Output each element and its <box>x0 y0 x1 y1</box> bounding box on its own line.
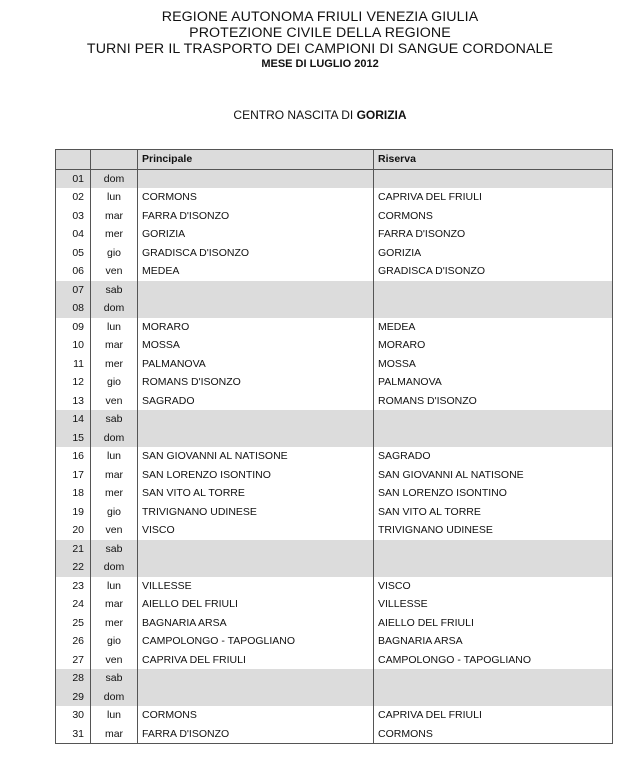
weekday-cell: lun <box>91 188 138 207</box>
principale-cell <box>138 281 374 300</box>
day-number-cell: 31 <box>56 725 91 744</box>
weekday-cell: dom <box>91 558 138 577</box>
principale-cell <box>138 558 374 577</box>
riserva-cell <box>374 169 613 188</box>
principale-cell: FARRA D'ISONZO <box>138 725 374 744</box>
weekday-cell: sab <box>91 281 138 300</box>
riserva-cell: SAN VITO AL TORRE <box>374 503 613 522</box>
principale-cell: CAPRIVA DEL FRIULI <box>138 651 374 670</box>
riserva-cell: ROMANS D'ISONZO <box>374 392 613 411</box>
principale-cell: MORARO <box>138 318 374 337</box>
day-number-cell: 18 <box>56 484 91 503</box>
weekday-cell: dom <box>91 299 138 318</box>
schedule-title: TURNI PER IL TRASPORTO DEI CAMPIONI DI SANGUE CORDONALE <box>86 41 554 57</box>
principale-cell: PALMANOVA <box>138 355 374 374</box>
weekday-cell: sab <box>91 540 138 559</box>
table-row <box>56 651 613 670</box>
table-row <box>56 484 613 503</box>
weekday-cell: lun <box>91 318 138 337</box>
month-value: LUGLIO 2012 <box>309 58 379 70</box>
principale-cell: CORMONS <box>138 188 374 207</box>
shift-table <box>55 149 613 744</box>
day-number-cell: 08 <box>56 299 91 318</box>
birth-center-name: GORIZIA <box>356 108 407 122</box>
principale-cell: VILLESSE <box>138 577 374 596</box>
table-row <box>56 225 613 244</box>
riserva-cell <box>374 558 613 577</box>
principale-cell <box>138 410 374 429</box>
day-number-cell: 09 <box>56 318 91 337</box>
weekday-cell: gio <box>91 244 138 263</box>
day-number-cell: 13 <box>56 392 91 411</box>
weekday-cell: mar <box>91 207 138 226</box>
principale-cell: VISCO <box>138 521 374 540</box>
day-number-cell: 03 <box>56 207 91 226</box>
table-row <box>56 466 613 485</box>
riserva-cell: MOSSA <box>374 355 613 374</box>
day-number-cell: 10 <box>56 336 91 355</box>
table-row <box>56 207 613 226</box>
day-number-cell: 29 <box>56 688 91 707</box>
table-body <box>56 169 613 744</box>
principale-cell <box>138 540 374 559</box>
riserva-cell: FARRA D'ISONZO <box>374 225 613 244</box>
riserva-cell <box>374 688 613 707</box>
month-prefix: MESE DI <box>261 58 307 70</box>
weekday-cell: lun <box>91 577 138 596</box>
weekday-cell: gio <box>91 373 138 392</box>
principale-cell: GRADISCA D'ISONZO <box>138 244 374 263</box>
table-row <box>56 503 613 522</box>
table-row <box>56 188 613 207</box>
day-number-cell: 21 <box>56 540 91 559</box>
weekday-cell: mer <box>91 355 138 374</box>
month-line <box>0 57 640 71</box>
riserva-cell: BAGNARIA ARSA <box>374 632 613 651</box>
principale-cell: FARRA D'ISONZO <box>138 207 374 226</box>
birth-center-label: CENTRO NASCITA DI <box>233 108 354 122</box>
table-row <box>56 521 613 540</box>
weekday-cell: ven <box>91 262 138 281</box>
table-row <box>56 392 613 411</box>
table-row <box>56 577 613 596</box>
day-number-cell: 30 <box>56 706 91 725</box>
weekday-cell: dom <box>91 688 138 707</box>
weekday-cell: mer <box>91 484 138 503</box>
table-row <box>56 318 613 337</box>
weekday-cell: dom <box>91 429 138 448</box>
table-header-row <box>56 150 613 170</box>
principale-cell: CAMPOLONGO - TAPOGLIANO <box>138 632 374 651</box>
principale-cell: GORIZIA <box>138 225 374 244</box>
riserva-cell: SAGRADO <box>374 447 613 466</box>
day-number-cell: 26 <box>56 632 91 651</box>
principale-cell: BAGNARIA ARSA <box>138 614 374 633</box>
table-row <box>56 447 613 466</box>
riserva-cell: CAMPOLONGO - TAPOGLIANO <box>374 651 613 670</box>
day-number-cell: 11 <box>56 355 91 374</box>
table-row <box>56 244 613 263</box>
day-number-cell: 02 <box>56 188 91 207</box>
day-number-cell: 01 <box>56 169 91 188</box>
principale-cell: ROMANS D'ISONZO <box>138 373 374 392</box>
principale-cell: SAN VITO AL TORRE <box>138 484 374 503</box>
day-number-cell: 16 <box>56 447 91 466</box>
region-title: REGIONE AUTONOMA FRIULI VENEZIA GIULIA <box>161 9 479 25</box>
header-principale: Principale <box>138 150 374 170</box>
department-title: PROTEZIONE CIVILE DELLA REGIONE <box>189 25 451 41</box>
riserva-cell: GORIZIA <box>374 244 613 263</box>
table-row <box>56 262 613 281</box>
day-number-cell: 06 <box>56 262 91 281</box>
riserva-cell <box>374 429 613 448</box>
weekday-cell: mar <box>91 466 138 485</box>
table-row <box>56 706 613 725</box>
riserva-cell: GRADISCA D'ISONZO <box>374 262 613 281</box>
day-number-cell: 17 <box>56 466 91 485</box>
principale-cell <box>138 669 374 688</box>
day-number-cell: 24 <box>56 595 91 614</box>
header-weekday <box>91 150 138 170</box>
weekday-cell: ven <box>91 521 138 540</box>
weekday-cell: sab <box>91 669 138 688</box>
principale-cell <box>138 169 374 188</box>
day-number-cell: 23 <box>56 577 91 596</box>
principale-cell <box>138 688 374 707</box>
principale-cell: AIELLO DEL FRIULI <box>138 595 374 614</box>
riserva-cell: VILLESSE <box>374 595 613 614</box>
weekday-cell: gio <box>91 632 138 651</box>
table-row <box>56 669 613 688</box>
weekday-cell: mar <box>91 595 138 614</box>
day-number-cell: 22 <box>56 558 91 577</box>
weekday-cell: dom <box>91 169 138 188</box>
table-row <box>56 429 613 448</box>
principale-cell: CORMONS <box>138 706 374 725</box>
principale-cell: MEDEA <box>138 262 374 281</box>
table-row <box>56 299 613 318</box>
table-row <box>56 632 613 651</box>
day-number-cell: 15 <box>56 429 91 448</box>
table-row <box>56 558 613 577</box>
table-row <box>56 614 613 633</box>
day-number-cell: 28 <box>56 669 91 688</box>
weekday-cell: lun <box>91 447 138 466</box>
day-number-cell: 07 <box>56 281 91 300</box>
riserva-cell: TRIVIGNANO UDINESE <box>374 521 613 540</box>
riserva-cell: SAN LORENZO ISONTINO <box>374 484 613 503</box>
day-number-cell: 27 <box>56 651 91 670</box>
day-number-cell: 14 <box>56 410 91 429</box>
weekday-cell: mer <box>91 225 138 244</box>
day-number-cell: 20 <box>56 521 91 540</box>
weekday-cell: ven <box>91 392 138 411</box>
riserva-cell <box>374 540 613 559</box>
riserva-cell: SAN GIOVANNI AL NATISONE <box>374 466 613 485</box>
riserva-cell: AIELLO DEL FRIULI <box>374 614 613 633</box>
header-riserva: Riserva <box>374 150 613 170</box>
riserva-cell <box>374 281 613 300</box>
weekday-cell: gio <box>91 503 138 522</box>
principale-cell: SAN LORENZO ISONTINO <box>138 466 374 485</box>
day-number-cell: 25 <box>56 614 91 633</box>
day-number-cell: 12 <box>56 373 91 392</box>
riserva-cell: CAPRIVA DEL FRIULI <box>374 188 613 207</box>
riserva-cell: MEDEA <box>374 318 613 337</box>
riserva-cell: MORARO <box>374 336 613 355</box>
table-row <box>56 355 613 374</box>
riserva-cell: CAPRIVA DEL FRIULI <box>374 706 613 725</box>
principale-cell <box>138 299 374 318</box>
day-number-cell: 04 <box>56 225 91 244</box>
day-number-cell: 19 <box>56 503 91 522</box>
table-row <box>56 688 613 707</box>
principale-cell: SAN GIOVANNI AL NATISONE <box>138 447 374 466</box>
weekday-cell: lun <box>91 706 138 725</box>
document-header <box>0 9 640 71</box>
weekday-cell: ven <box>91 651 138 670</box>
table-row <box>56 410 613 429</box>
riserva-cell: PALMANOVA <box>374 373 613 392</box>
table-row <box>56 725 613 744</box>
table-row <box>56 373 613 392</box>
weekday-cell: mar <box>91 725 138 744</box>
riserva-cell <box>374 669 613 688</box>
weekday-cell: mer <box>91 614 138 633</box>
birth-center-line <box>0 108 640 122</box>
day-number-cell: 05 <box>56 244 91 263</box>
riserva-cell <box>374 299 613 318</box>
weekday-cell: sab <box>91 410 138 429</box>
table-row <box>56 169 613 188</box>
table-row <box>56 281 613 300</box>
riserva-cell: VISCO <box>374 577 613 596</box>
table-row <box>56 336 613 355</box>
riserva-cell: CORMONS <box>374 207 613 226</box>
table-row <box>56 595 613 614</box>
riserva-cell <box>374 410 613 429</box>
principale-cell: TRIVIGNANO UDINESE <box>138 503 374 522</box>
table-row <box>56 540 613 559</box>
header-day-number <box>56 150 91 170</box>
riserva-cell: CORMONS <box>374 725 613 744</box>
principale-cell <box>138 429 374 448</box>
principale-cell: MOSSA <box>138 336 374 355</box>
principale-cell: SAGRADO <box>138 392 374 411</box>
weekday-cell: mar <box>91 336 138 355</box>
